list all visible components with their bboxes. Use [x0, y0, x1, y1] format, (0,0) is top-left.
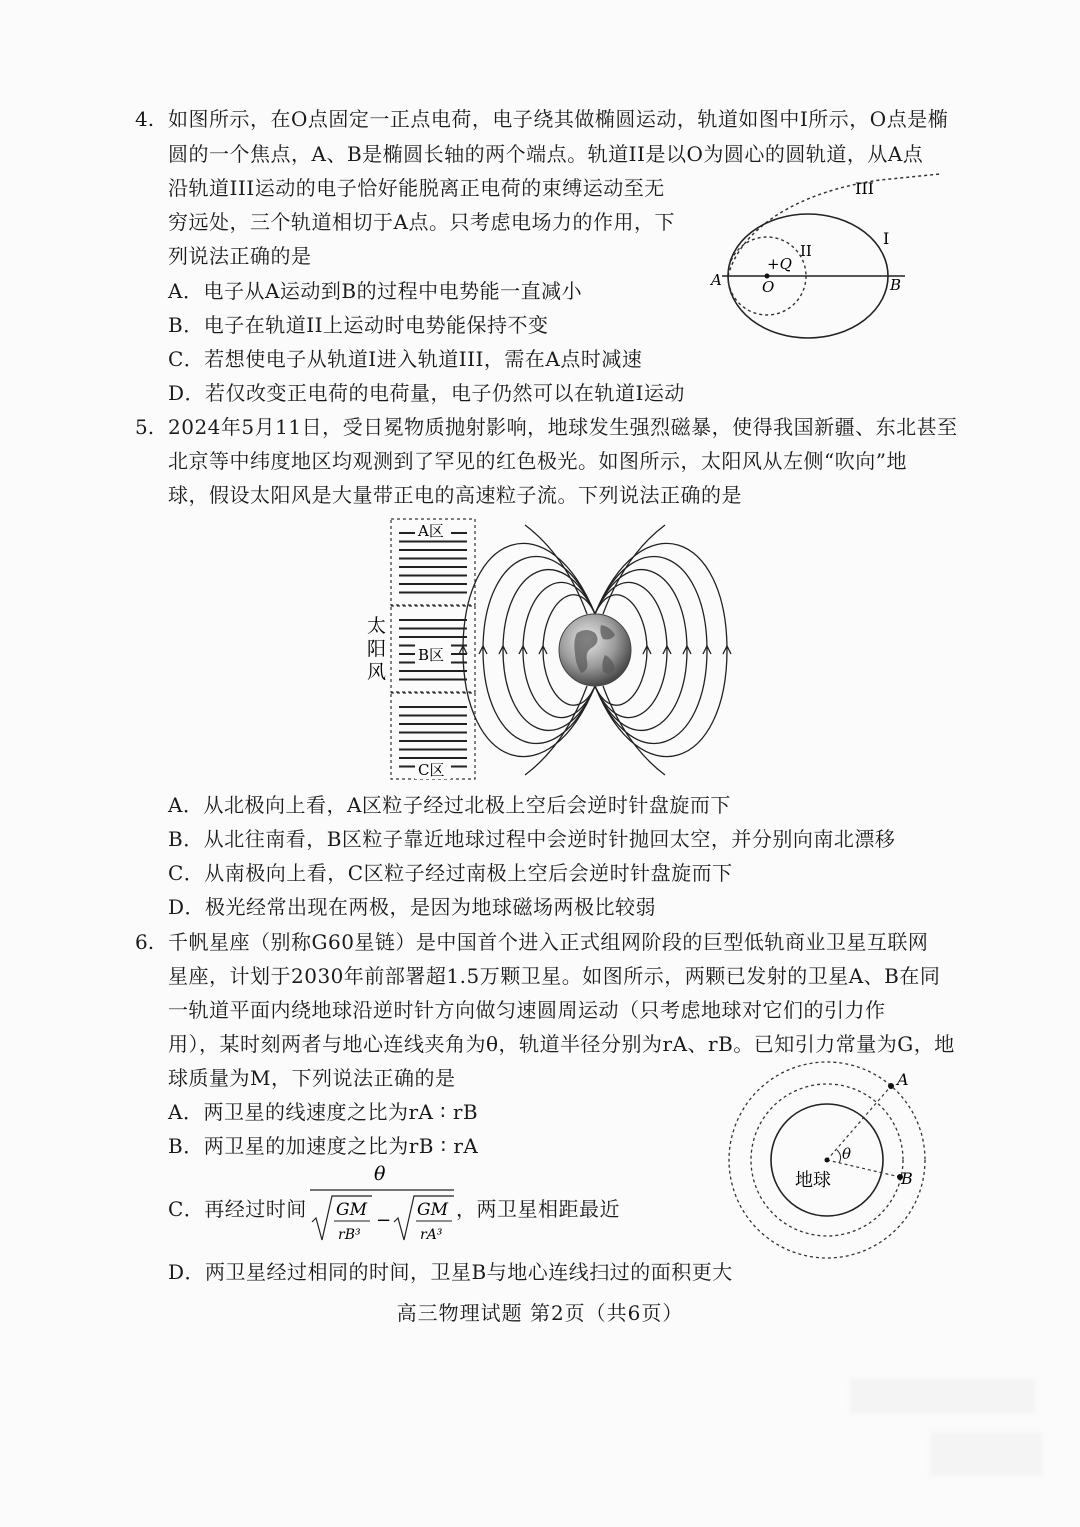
- zone-c-label: C区: [418, 761, 445, 779]
- question-6-line: 用），某时刻两者与地心连线夹角为θ，轨道半径分别为rA、rB。已知引力常量为G，地: [168, 1032, 955, 1056]
- question-6-line: 千帆星座（别称G60星链）是中国首个进入正式组网阶段的巨型低轨商业卫星互联网: [168, 930, 929, 954]
- label-b: B: [901, 1169, 913, 1188]
- orbit-diagram: [700, 170, 940, 350]
- magnetosphere-diagram: [355, 515, 735, 785]
- label-earth: 地球: [795, 1170, 831, 1191]
- question-4-option-b: B．电子在轨道II上运动时电势能保持不变: [168, 313, 549, 337]
- formula-minus: −: [376, 1210, 392, 1231]
- solar-wind-label: 阳: [367, 638, 387, 660]
- question-4-number: 4.: [135, 107, 155, 131]
- question-5-option-a: A．从北极向上看，A区粒子经过北极上空后会逆时针盘旋而下: [168, 793, 731, 817]
- label-o: O: [762, 278, 775, 296]
- question-5-line: 2024年5月11日，受日冕物质抛射影响，地球发生强烈磁暴，使得我国新疆、东北甚至: [168, 415, 958, 439]
- question-5-line: 北京等中纬度地区均观测到了罕见的红色极光。如图所示，太阳风从左侧“吹向”地: [168, 449, 907, 473]
- question-4-option-a: A．电子从A运动到B的过程中电势能一直减小: [168, 279, 583, 303]
- question-6-option-a: A．两卫星的线速度之比为rA ∶ rB: [168, 1100, 479, 1124]
- satellite-orbit-diagram: [725, 1060, 930, 1260]
- question-5-number: 5.: [135, 415, 155, 439]
- page-footer: 高三物理试题 第2页（共6页）: [396, 1301, 684, 1325]
- question-5-option-c: C．从南极向上看，C区粒子经过南极上空后会逆时针盘旋而下: [168, 861, 733, 885]
- scan-artifact: [850, 1378, 1035, 1414]
- label-b: B: [890, 276, 902, 294]
- solar-wind-label: 风: [367, 661, 387, 683]
- solar-wind-label: 太: [367, 615, 387, 637]
- label-q: +Q: [767, 255, 792, 273]
- earth-center: [825, 1158, 830, 1163]
- question-4-line: 列说法正确的是: [168, 244, 312, 268]
- label-iii: III: [855, 179, 874, 198]
- formula-rb: rB³: [338, 1227, 361, 1243]
- zone-a-label: A区: [418, 522, 444, 540]
- satellite-a: [888, 1083, 894, 1089]
- question-6-number: 6.: [135, 930, 155, 954]
- question-6-option-d: D．两卫星经过相同的时间，卫星B与地心连线扫过的面积更大: [168, 1260, 733, 1284]
- theta-arc: [837, 1150, 841, 1163]
- line-to-b: [827, 1160, 900, 1177]
- question-4-line: 如图所示，在O点固定一正点电荷，电子绕其做椭圆运动，轨道如图中I所示，O点是椭: [168, 107, 949, 131]
- question-6-line: 一轨道平面内绕地球沿逆时针方向做匀速圆周运动（只考虑地球对它们的引力作: [168, 998, 886, 1022]
- option-c-formula: [306, 1160, 456, 1250]
- question-5-option-b: B．从北往南看，B区粒子靠近地球过程中会逆时针抛回太空，并分别向南北漂移: [168, 827, 896, 851]
- label-a: A: [897, 1070, 909, 1089]
- question-4-option-d: D．若仅改变正电荷的电荷量，电子仍然可以在轨道I运动: [168, 381, 685, 405]
- earth-globe: [559, 614, 631, 686]
- question-6-option-c-suffix: ，两卫星相距最近: [456, 1197, 620, 1221]
- question-4-option-c: C．若想使电子从轨道I进入轨道III，需在A点时减速: [168, 347, 643, 371]
- question-6-line: 球质量为M，下列说法正确的是: [168, 1066, 456, 1090]
- orbit-iii-curve: [728, 174, 940, 276]
- label-a: A: [711, 271, 722, 289]
- label-ii: II: [800, 242, 812, 260]
- question-6-option-c-prefix: C．再经过时间: [168, 1197, 307, 1221]
- question-4-line: 圆的一个焦点，A、B是椭圆长轴的两个端点。轨道II是以O为圆心的圆轨道，从A点: [168, 142, 924, 166]
- question-4-line: 穷远处，三个轨道相切于A点。只考虑电场力的作用，下: [168, 210, 675, 234]
- question-5-option-d: D．极光经常出现在两极，是因为地球磁场两极比较弱: [168, 895, 657, 919]
- formula-ra: rA³: [420, 1227, 443, 1243]
- scan-artifact: [930, 1432, 1042, 1476]
- label-i: I: [883, 229, 890, 248]
- zone-b-label: B区: [418, 646, 445, 664]
- question-6-option-b: B．两卫星的加速度之比为rB ∶ rA: [168, 1134, 479, 1158]
- question-6-line: 星座，计划于2030年前部署超1.5万颗卫星。如图所示，两颗已发射的卫星A、B在同: [168, 964, 941, 988]
- formula-gm-2: GM: [417, 1200, 448, 1220]
- formula-gm-1: GM: [336, 1200, 367, 1220]
- question-4-line: 沿轨道III运动的电子恰好能脱离正电荷的束缚运动至无: [168, 176, 665, 200]
- formula-numerator: θ: [374, 1163, 386, 1185]
- question-5-line: 球，假设太阳风是大量带正电的高速粒子流。下列说法正确的是: [168, 483, 742, 507]
- label-theta: θ: [842, 1145, 852, 1163]
